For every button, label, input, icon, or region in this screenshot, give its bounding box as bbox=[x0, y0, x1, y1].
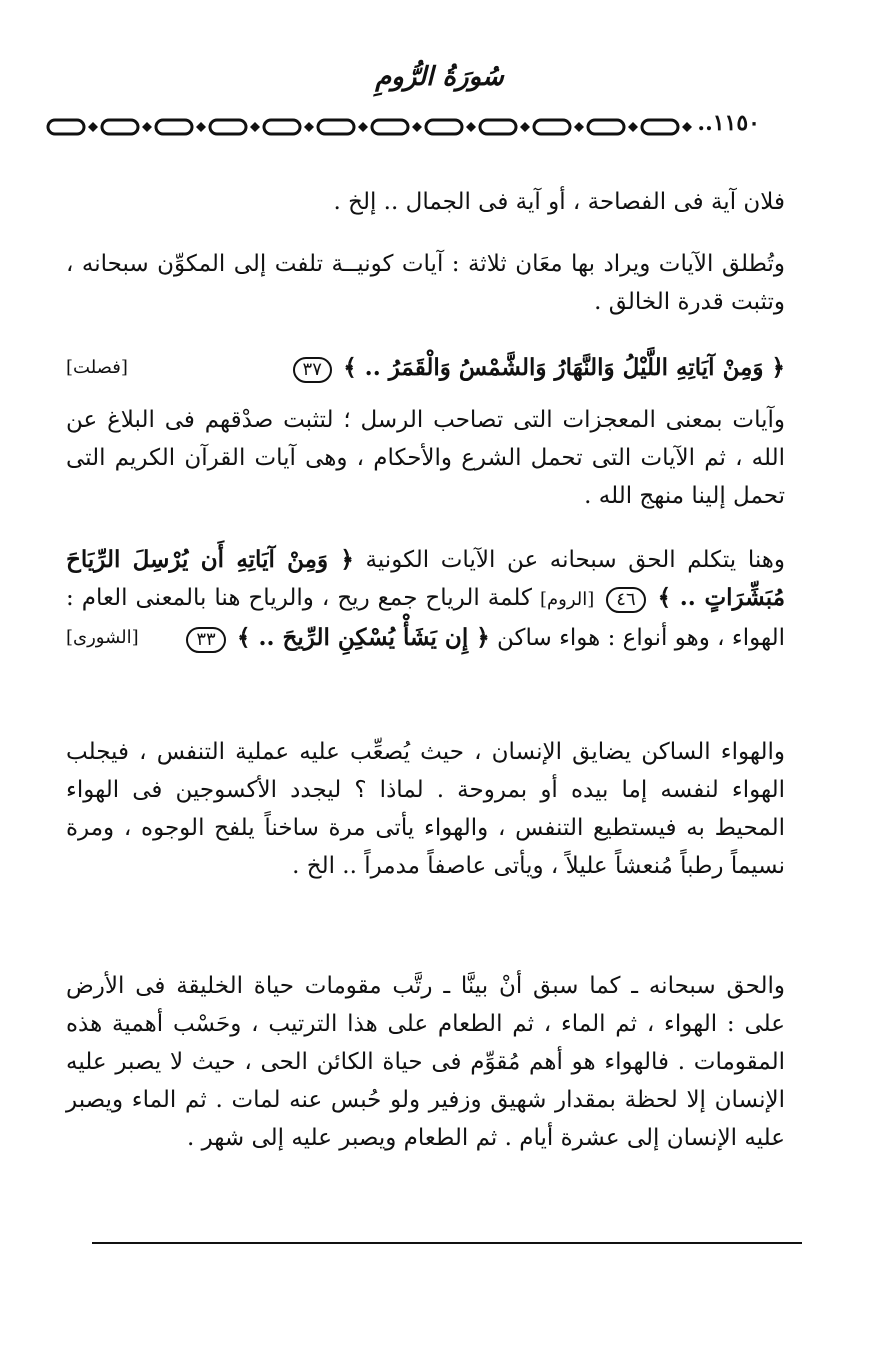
paragraph-7-text: والحق سبحانه ـ كما سبق أنْ بينَّا ـ رتَّب مقومات حياة الخليقة فى الأرض على : الهواء ، ثم الماء ، ثم الطعام على هذا الترتيب ، وحَسْب أهمية هذه المقومات . فالهواء هو أهم مُقوِّم فى حياة الكائن الحى ، حيث لا يصبر عليه الإنسان إلا لحظة بمقدار شهيق وزفير ولو حُبس عنه لمات . ثم الماء ويصبر عليه الإنسان إلى عشرة أيام . ثم الطعام ويصبر عليه إلى شهر . bbox=[66, 973, 785, 1151]
quran-verse: ﴿ وَمِنْ آيَاتِهِ أَن يُرْسِلَ الرِّيَاحَ مُبَشِّرَاتٍ .. ﴾ bbox=[66, 546, 786, 611]
chain-ornament-border bbox=[44, 116, 724, 138]
paragraph-5-text-a: وهنا يتكلم الحق سبحانه عن الآيات الكونية bbox=[365, 547, 786, 573]
surah-reference: [الروم] bbox=[539, 589, 595, 610]
quran-verse: ﴿ وَمِنْ آيَاتِهِ اللَّيْلُ وَالنَّهَارُ وَالشَّمْسُ وَالْقَمَرُ .. ﴾ bbox=[343, 354, 785, 381]
verse-number-badge: ٤٦ bbox=[606, 587, 645, 613]
quran-verse: ﴿ إِن يَشَأْ يُسْكِنِ الرِّيحَ .. ﴾ bbox=[237, 624, 490, 651]
paragraph-5-text-b: كلمة الرياح جمع ريح ، والرياح هنا بالمعنى العام : الهواء ، وهو أنواع : هواء ساكن bbox=[66, 585, 785, 651]
paragraph-1-text: فلان آية فى الفصاحة ، أو آية فى الجمال .. إلخ . bbox=[333, 189, 785, 215]
paragraph-7 bbox=[66, 944, 785, 1180]
verse-number-badge: ٣٧ bbox=[293, 357, 332, 383]
verse-number-badge: ٣٣ bbox=[186, 627, 225, 653]
paragraph-2-text: وتُطلق الآيات ويراد بها معَان ثلاثة : آيات كونيــة تلفت إلى المكوِّن سبحانه ، وتثبت قدرة الخالق . bbox=[66, 251, 785, 315]
paragraph-4-text: وآيات بمعنى المعجزات التى تصاحب الرسل ؛ لتثبت صدْقهم فى البلاغ عن الله ، ثم الآيات التى تحمل الشرع والأحكام ، وهى آيات القرآن الكريم التى تحمل إلينا منهج الله . bbox=[66, 407, 785, 509]
surah-title: سُورَةُ الرُّومِ bbox=[375, 62, 504, 92]
paragraph-6-text: والهواء الساكن يضايق الإنسان ، حيث يُصعِّب عليه عملية التنفس ، فيجلب الهواء لنفسه إما بيده أو بمروحة . لماذا ؟ ليجدد الأكسوجين فى الهواء المحيط به فيستطيع التنفس ، والهواء يأتى مرة ساخناً يلفح الوجوه ، ومرة نسيماً رطباً مُنعشاً عليلاً ، ويأتى عاصفاً مدمراً .. الخ . bbox=[66, 739, 785, 879]
footer-rule bbox=[92, 1242, 802, 1244]
paragraph-5 bbox=[66, 518, 785, 680]
surah-reference: [الشورى] bbox=[66, 627, 139, 648]
paragraph-4 bbox=[66, 378, 785, 538]
paragraph-6 bbox=[66, 710, 785, 908]
page-number: ١١٥٠.. bbox=[697, 110, 760, 136]
surah-reference: [فصلت] bbox=[66, 357, 128, 378]
page-header bbox=[44, 110, 804, 138]
